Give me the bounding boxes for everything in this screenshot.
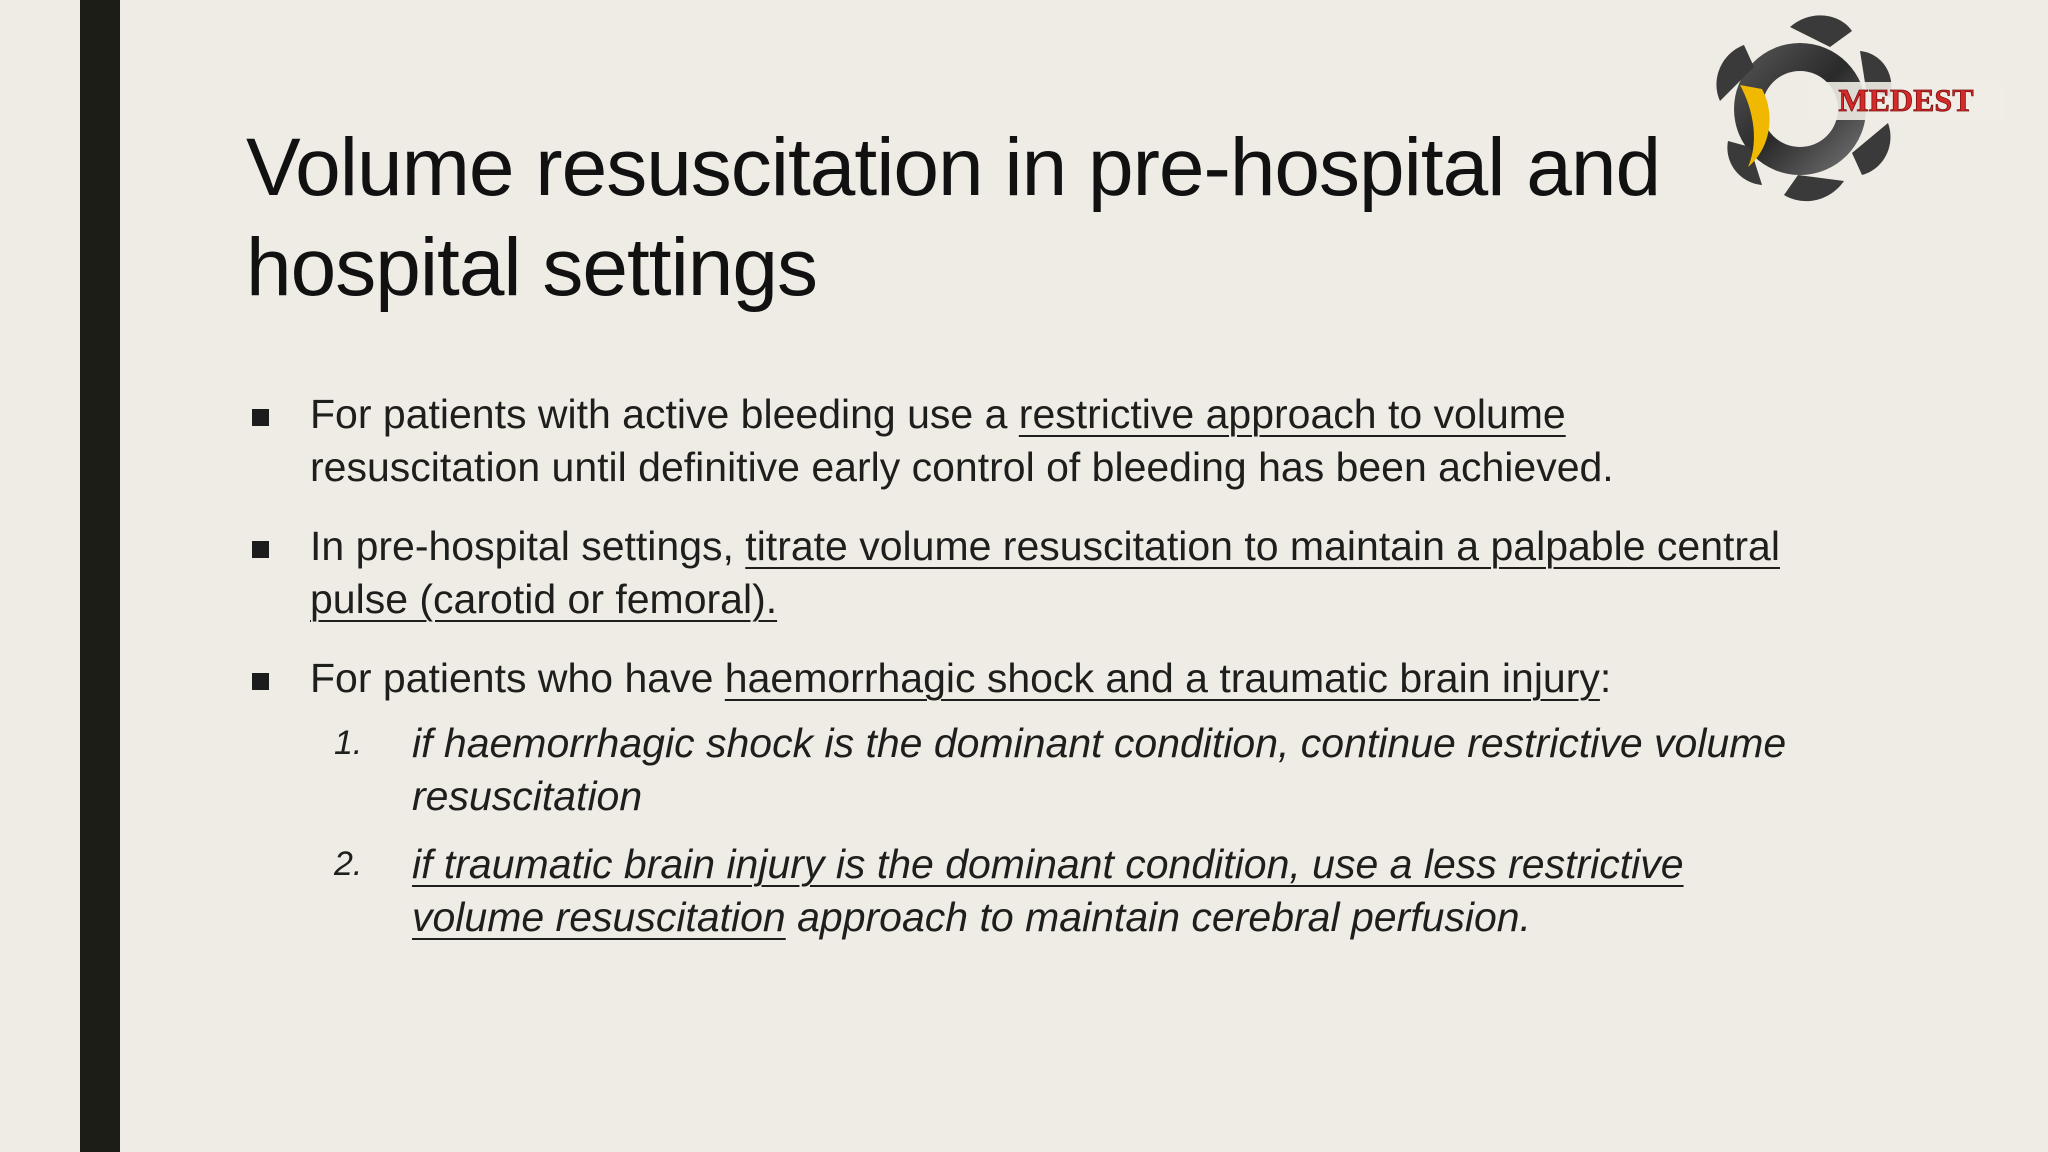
bullet-item [246,388,1806,494]
bullet-item [246,520,1806,626]
sublist-item [310,838,1806,944]
bullet-text: For patients who have [310,655,725,701]
bullet-text: In pre-hospital settings, [310,523,746,569]
sublist-number: 1. [334,724,363,762]
bullet-underlined-text: titrate volume resuscitation to maintain a palpable central pulse (carotid or femoral). [310,523,1780,622]
slide-title-line-2: hospital settings [246,222,818,313]
sublist-number: 2. [334,845,363,883]
sublist-underlined-text: if traumatic brain injury is the dominant condition, use a less restrictive volume resuscitation [412,841,1684,940]
bullet-text: : [1599,655,1612,701]
sublist-text: if haemorrhagic shock is the dominant condition, continue restrictive volume resuscitation [412,720,1787,819]
sublist-item [310,717,1806,823]
bullet-square-icon [252,541,269,558]
sublist-text: approach to maintain cerebral perfusion. [785,894,1532,940]
bullet-underlined-text: restrictive approach to volume [1018,391,1566,437]
bullet-square-icon [252,673,269,690]
slide-title-line-1: Volume resuscitation in pre-hospital and [246,122,1661,213]
slide-title [246,118,1806,318]
slide-side-bar [80,0,120,1152]
bullet-list [246,388,1806,970]
bullet-text: resuscitation until definitive early control of bleeding has been achieved. [310,444,1614,490]
numbered-sublist [310,717,1806,944]
logo-text: MEDEST [1838,82,1974,118]
bullet-square-icon [252,409,269,426]
bullet-text: For patients with active bleeding use a [310,391,1019,437]
bullet-item [246,652,1806,944]
medest-logo [1700,14,2010,204]
bullet-underlined-text: haemorrhagic shock and a traumatic brain injury [724,655,1600,701]
